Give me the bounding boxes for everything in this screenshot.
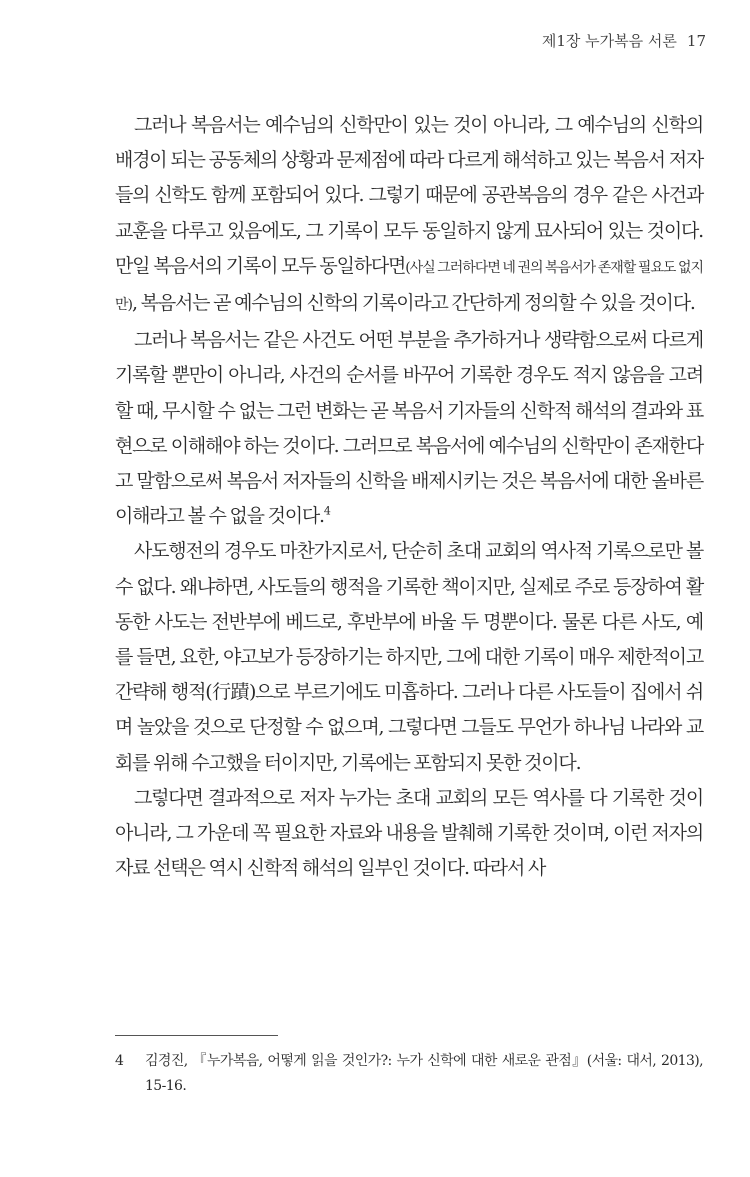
paragraph-1-main: 그러나 복음서는 예수님의 신학만이 있는 것이 아니라, 그 예수님의 신학의 배경이 되는 공동체의 상황과 문제점에 따라 다르게 해석하고 있는 복음서 저자들의 신학도 함께 포함되어 있다. 그렇기 때문에 공관복음의 경우 같은 사건과 교훈을 다루고 있음에도, 그 기록이 모두 동일하지 않게 묘사되어 있는 것이다. 만일 복음서의 기록이 모두 동일하다면 [115,114,703,277]
page-number: 17 [686,32,706,50]
chapter-title: 제1장 누가복음 서론 [541,32,677,50]
paragraph-2 [115,323,703,534]
body-text [115,108,703,886]
footnote-reference[interactable]: 4 [323,504,330,518]
footnote-text: 김경진, 『누가복음, 어떻게 읽을 것인가?: 누가 신학에 대한 새로운 관점』(서울: 대서, 2013), 15-16. [145,1053,703,1094]
footnote-number: 4 [115,1053,124,1069]
paragraph-3: 사도행전의 경우도 마찬가지로서, 단순히 초대 교회의 역사적 기록으로만 볼 수 없다. 왜냐하면, 사도들의 행적을 기록한 책이지만, 실제로 주로 등장하여 활동한 사도는 전반부에 베드로, 후반부에 바울 두 명뿐이다. 물론 다른 사도, 예를 들면, 요한, 야고보가 등장하기는 하지만, 그에 대한 기록이 매우 제한적이고 간략해 행적(行蹟)으로 부르기에도 미흡하다. 그러나 다른 사도들이 집에서 쉬며 놀았을 것으로 단정할 수 없으며, 그렇다면 그들도 무언가 하나님 나라와 교회를 위해 수고했을 터이지만, 기록에는 포함되지 못한 것이다. [115,540,703,774]
running-header [542,30,706,51]
paragraph-1 [115,108,703,323]
footnote-divider [115,1035,278,1036]
paragraph-1-tail: , 복음서는 곧 예수님의 신학의 기록이라고 간단하게 정의할 수 있을 것이다. [132,292,695,315]
parenthetical-aside: (사실 그러하다면 네 권의 복음서가 존재할 필요도 없지만) [115,259,703,314]
paragraph-4: 그렇다면 결과적으로 저자 누가는 초대 교회의 모든 역사를 다 기록한 것이 아니라, 그 가운데 꼭 필요한 자료와 내용을 발췌해 기록한 것이며, 이런 저자의 자료 선택은 역시 신학적 해석의 일부인 것이다. 따라서 사 [115,786,703,880]
paragraph-2-text: 그러나 복음서는 같은 사건도 어떤 부분을 추가하거나 생략함으로써 다르게 기록할 뿐만이 아니라, 사건의 순서를 바꾸어 기록한 경우도 적지 않음을 고려할 때, 무시할 수 없는 그런 변화는 곧 복음서 기자들의 신학적 해석의 결과와 표현으로 이해해야 하는 것이다. 그러므로 복음서에 예수님의 신학만이 존재한다고 말함으로써 복음서 저자들의 신학을 배제시키는 것은 복음서에 대한 올바른 이해라고 볼 수 없을 것이다. [115,329,703,528]
footnote [115,1049,703,1099]
